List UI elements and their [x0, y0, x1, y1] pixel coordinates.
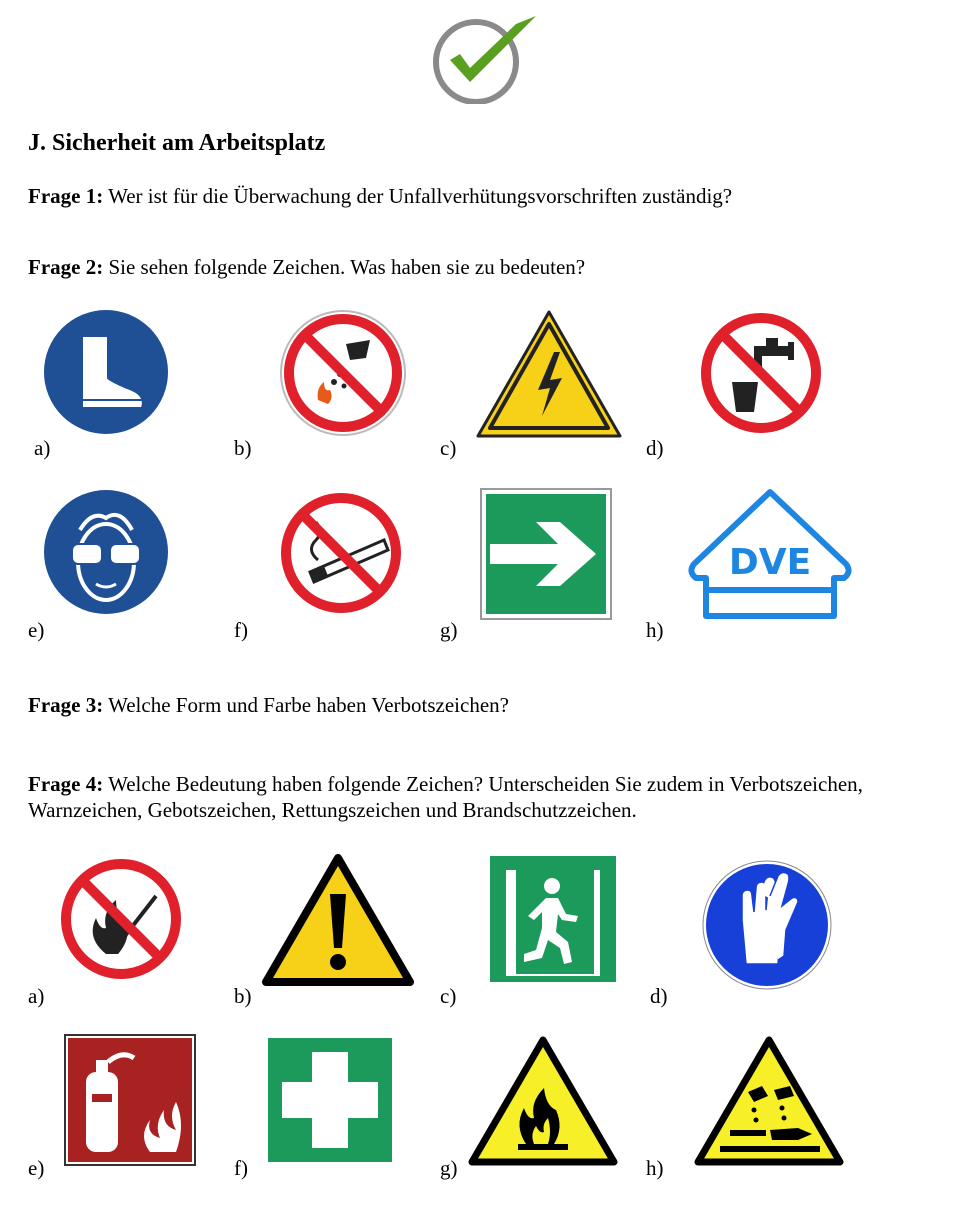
set2-label-g: g) — [440, 1156, 458, 1180]
question-1-text: Wer ist für die Überwachung der Unfallverhütungsvorschriften zuständig? — [103, 184, 733, 208]
set1-label-d: d) — [646, 436, 664, 460]
eye-protection-icon — [42, 488, 170, 616]
set1-label-h: h) — [646, 618, 664, 642]
corrosive-warning-icon — [694, 1034, 844, 1168]
set1-label-c: c) — [440, 436, 457, 460]
high-voltage-warning-icon — [474, 308, 624, 442]
question-4-label: Frage 4: — [28, 772, 104, 796]
set2-label-f: f) — [234, 1156, 248, 1180]
question-3-label: Frage 3: — [28, 693, 104, 717]
question-4 — [28, 771, 928, 823]
set2-label-h: h) — [646, 1156, 664, 1180]
emergency-exit-icon — [490, 856, 616, 982]
question-1-label: Frage 1: — [28, 184, 104, 208]
fire-extinguisher-icon — [64, 1034, 196, 1166]
set1-label-g: g) — [440, 618, 458, 642]
no-open-flame-icon — [56, 854, 186, 984]
general-warning-icon — [262, 852, 414, 988]
first-aid-icon — [268, 1038, 392, 1162]
checkmark-icon — [430, 12, 540, 104]
set2-label-a: a) — [28, 984, 45, 1008]
set2-label-e: e) — [28, 1156, 45, 1180]
hand-protection-icon — [702, 860, 832, 990]
question-2-label: Frage 2: — [28, 255, 104, 279]
no-smoking-icon — [276, 488, 406, 618]
set1-label-f: f) — [234, 618, 248, 642]
flammable-warning-icon — [468, 1034, 618, 1168]
dve-logo-text: DVE — [728, 542, 812, 583]
question-4-text: Welche Bedeutung haben folgende Zeichen? Unterscheiden Sie zudem in Verbotszeichen, Warnzeichen, Gebotszeichen, Rettungszeichen und Brandschutzzeichen. — [28, 772, 863, 822]
question-2-text: Sie sehen folgende Zeichen. Was haben sie zu bedeuten? — [103, 255, 586, 279]
set2-label-b: b) — [234, 984, 252, 1008]
set1-label-a: a) — [34, 436, 51, 460]
page-title: J. Sicherheit am Arbeitsplatz — [28, 130, 326, 156]
question-2 — [28, 254, 928, 280]
set1-label-e: e) — [28, 618, 45, 642]
foot-protection-icon — [42, 308, 170, 436]
no-drinking-water-icon — [696, 308, 826, 438]
set2-label-c: c) — [440, 984, 457, 1008]
question-3 — [28, 692, 928, 718]
exit-arrow-icon — [480, 488, 612, 620]
no-water-extinguish-icon — [278, 308, 408, 438]
question-1 — [28, 183, 928, 209]
set2-label-d: d) — [650, 984, 668, 1008]
question-3-text: Welche Form und Farbe haben Verbotszeichen? — [103, 693, 509, 717]
dve-logo-icon — [686, 486, 854, 620]
set1-label-b: b) — [234, 436, 252, 460]
